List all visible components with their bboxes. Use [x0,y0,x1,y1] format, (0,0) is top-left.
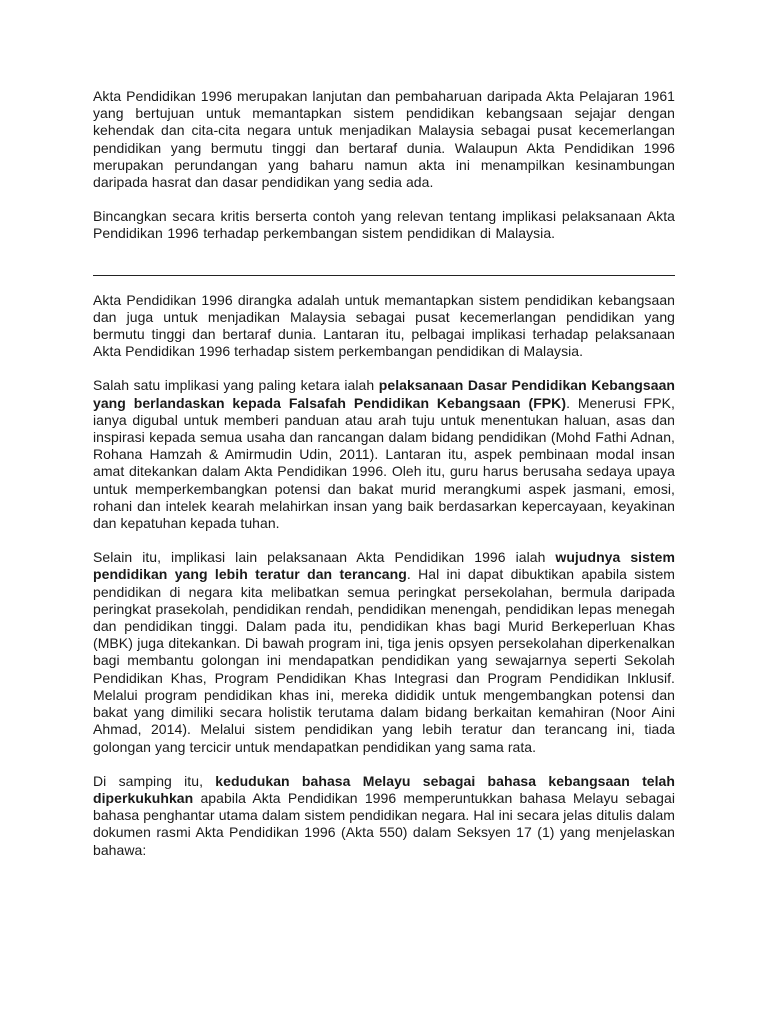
p4-bold-text: kedudukan bahasa Melayu sebagai bahasa kebangsaan telah diperkukuhkan [93,772,675,806]
answer-paragraph-2 [93,377,675,532]
answer-paragraph-4 [93,773,675,859]
p2-rest-text: . Menerusi FPK, ianya digubal untuk memberi panduan atau arah tuju untuk menentukan haluan, asas dan inspirasi kepada semua usaha dan rancangan dalam bidang pendidikan (Mohd Fathi Adnan, Rohana Hamzah & Amirmudin Udin, 2011). Lantaran itu, aspek pembinaan modal insan amat ditekankan dalam Akta Pendidikan 1996. Oleh itu, guru harus berusaha sedaya upaya untuk memperkembangkan potensi dan bakat murid merangkumi aspek jasmani, emosi, rohani dan intelek kearah melahirkan insan yang baik berdasarkan kepercayaan, keyakinan dan kepatuhan kepada tuhan. [93,394,675,532]
answer-paragraph-3 [93,549,675,755]
question-intro-paragraph: Akta Pendidikan 1996 merupakan lanjutan dan pembaharuan daripada Akta Pelajaran 1961 yang bertujuan untuk memantapkan sistem pendidikan kebangsaan sejajar dengan kehendak dan cita-cita negara untuk menjadikan Malaysia sebagai pusat kecemerlangan pendidikan yang bermutu tinggi dan bertaraf dunia. Walaupun Akta Pendidikan 1996 merupakan perundangan yang baharu namun akta ini menampilkan kesinambungan daripada hasrat dan dasar pendidikan yang sedia ada. [93,88,675,191]
p4-lead-text: Di samping itu, [93,772,216,789]
p4-rest-text: apabila Akta Pendidikan 1996 memperuntukkan bahasa Melayu sebagai bahasa penghantar utama dalam sistem pendidikan negara. Hal ini secara jelas ditulis dalam dokumen rasmi Akta Pendidikan 1996 (Akta 550) dalam Seksyen 17 (1) yang menjelaskan bahawa: [93,789,675,858]
p3-bold-text: wujudnya sistem pendidikan yang lebih teratur dan terancang [93,549,675,583]
document-page [93,88,675,859]
p3-rest-text: . Hal ini dapat dibuktikan apabila sistem pendidikan di negara kita melibatkan semua peringkat persekolahan, bermula daripada peringkat prasekolah, pendidikan rendah, pendidikan menengah, pendidikan lepas menegah dan pendidikan tinggi. Dalam pada itu, pendidikan khas bagi Murid Berkeperluan Khas (MBK) juga ditekankan. Di bawah program ini, tiga jenis opsyen persekolahan diperkenalkan bagi membantu golongan ini mendapatkan pendidikan yang sewajarnya seperti Sekolah Pendidikan Khas, Program Pendidikan Khas Integrasi dan Program Pendidikan Inklusif. Melalui program pendidikan khas ini, mereka dididik untuk mengembangkan potensi dan bakat yang dimiliki secara holistik terutama dalam bidang berkaitan kemahiran (Noor Aini Ahmad, 2014). Melalui sistem pendidikan yang lebih teratur dan terancang ini, tiada golongan yang tercicir untuk mendapatkan pendidikan yang sama rata. [93,566,676,755]
p3-lead-text: Selain itu, implikasi lain pelaksanaan Akta Pendidikan 1996 ialah [93,549,556,566]
p2-bold-text: pelaksanaan Dasar Pendidikan Kebangsaan yang berlandaskan kepada Falsafah Pendidikan Kebangsaan (FPK) [93,377,676,411]
answer-paragraph-1: Akta Pendidikan 1996 dirangka adalah untuk memantapkan sistem pendidikan kebangsaan dan juga untuk menjadikan Malaysia sebagai pusat kecemerlangan pendidikan yang bermutu tinggi dan bertaraf dunia. Lantaran itu, pelbagai implikasi terhadap pelaksanaan Akta Pendidikan 1996 terhadap sistem perkembangan pendidikan di Malaysia. [93,291,675,360]
question-task-paragraph: Bincangkan secara kritis berserta contoh yang relevan tentang implikasi pelaksanaan Akta Pendidikan 1996 terhadap perkembangan sistem pendidikan di Malaysia. [93,208,675,242]
p2-lead-text: Salah satu implikasi yang paling ketara ialah [93,377,379,394]
